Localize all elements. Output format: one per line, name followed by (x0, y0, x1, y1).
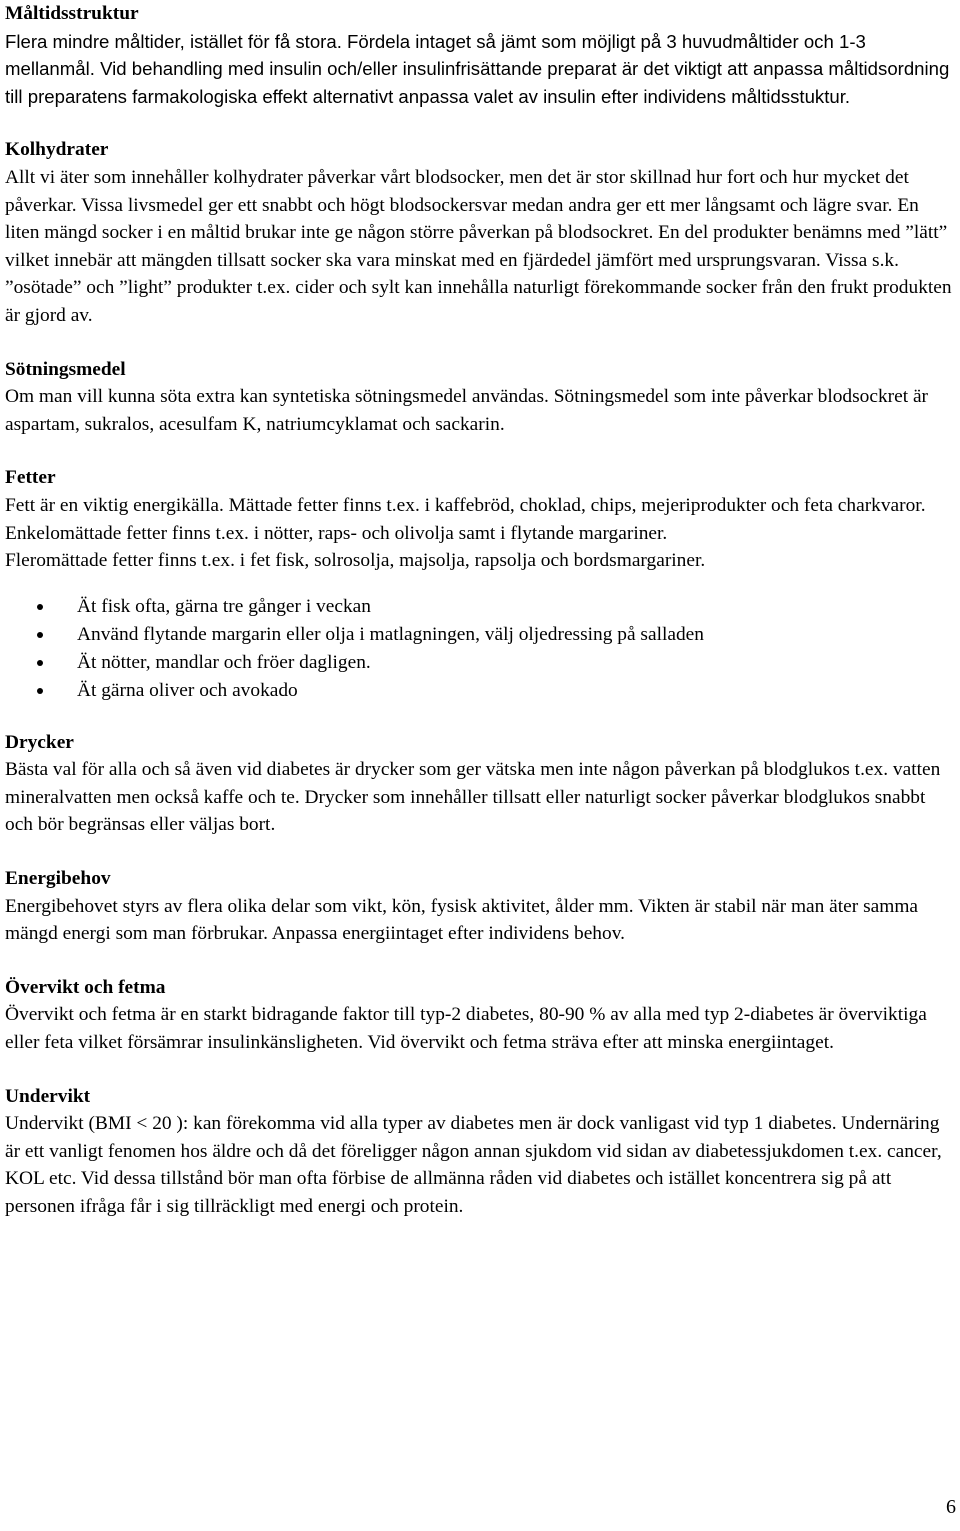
section-paragraph: Energibehovet styrs av flera olika delar som vikt, kön, fysisk aktivitet, ålder mm. Vikten är stabil när man äter samma mängd energi som man förbrukar. Anpassa energiintaget efter individens behov. (5, 895, 919, 945)
section-heading: Sötningsmedel (5, 358, 126, 380)
section-paragraph: Fleromättade fetter finns t.ex. i fet fisk, solrosolja, majsolja, rapsolja och bordsmargariner. (5, 550, 706, 572)
section-undervikt (5, 1083, 953, 1221)
section-maltidsstruktur (5, 0, 953, 110)
section-drycker (5, 729, 953, 839)
bullet-icon (37, 660, 43, 666)
list-item (5, 593, 953, 621)
section-paragraph: Fett är en viktig energikälla. Mättade fetter finns t.ex. i kaffebröd, choklad, chips, mejeriprodukter och feta charkvaror. (5, 494, 926, 516)
section-heading: Fetter (5, 467, 56, 489)
section-overvikt (5, 974, 953, 1057)
bullet-icon (37, 604, 43, 610)
section-paragraph: Enkelomättade fetter finns t.ex. i nötter, raps- och olivolja samt i flytande margariner. (5, 522, 668, 544)
list-item (5, 621, 953, 649)
section-paragraph: Om man vill kunna söta extra kan syntetiska sötningsmedel användas. Sötningsmedel som inte påverkar blodsockret är aspartam, sukralos, acesulfam K, natriumcyklamat och sackarin. (5, 386, 929, 435)
section-energibehov (5, 865, 953, 948)
section-paragraph: Bästa val för alla och så även vid diabetes är drycker som ger vätska men inte någon påverkan på blodglukos t.ex. vatten mineralvatten men också kaffe och te. Drycker som innehåller tillsatt eller naturligt socker påverkar blodglukos snabbt och bör begränsas eller väljas bort. (5, 759, 941, 836)
section-kolhydrater (5, 136, 953, 329)
document-page (5, 0, 953, 1247)
section-heading: Energibehov (5, 868, 111, 890)
bullet-icon (37, 632, 43, 638)
section-paragraph: Flera mindre måltider, istället för få stora. Fördela intaget så jämt som möjligt på 3 huvudmåltider och 1-3 mellanmål. Vid behandling med insulin och/eller insulinfrisättande preparat är det viktigt att anpassa måltidsordning till preparatens farmakologiska effekt alternativt anpassa valet av insulin efter individens måltidsstuktur. (5, 30, 950, 107)
list-item (5, 677, 953, 705)
section-fetter (5, 464, 953, 704)
list-item-text: Ät fisk ofta, gärna tre gånger i veckan (77, 595, 371, 617)
bullet-list (5, 593, 953, 705)
section-heading: Kolhydrater (5, 139, 109, 161)
list-item-text: Använd flytande margarin eller olja i matlagningen, välj oljedressing på salladen (77, 623, 704, 645)
section-heading: Övervikt och fetma (5, 976, 166, 998)
page-number: 6 (946, 1496, 956, 1518)
section-paragraph: Undervikt (BMI < 20 ): kan förekomma vid alla typer av diabetes men är dock vanligast vid typ 1 diabetes. Undernäring är ett vanligt fenomen hos äldre och då det föreligger någon annan sjukdom vid sidan av diabetessjukdomen t.ex. cancer, KOL etc. Vid dessa tillstånd bör man ofta förbise de allmänna råden vid diabetes och istället koncentrera sig på att personen ifråga får i sig tillräckligt med energi och protein. (5, 1113, 942, 1217)
list-item-text: Ät nötter, mandlar och fröer dagligen. (77, 651, 371, 673)
list-item-text: Ät gärna oliver och avokado (77, 679, 298, 701)
list-item (5, 649, 953, 677)
section-paragraph: Övervikt och fetma är en starkt bidragande faktor till typ-2 diabetes, 80-90 % av alla med typ 2-diabetes är överviktiga eller feta vilket försämrar insulinkänsligheten. Vid övervikt och fetma sträva efter att minska energiintaget. (5, 1004, 927, 1054)
bullet-icon (37, 688, 43, 694)
section-heading: Måltidsstruktur (5, 3, 139, 24)
section-paragraph: Allt vi äter som innehåller kolhydrater påverkar vårt blodsocker, men det är stor skillnad hur fort och hur mycket det påverkar. Vissa livsmedel ger ett snabbt och högt blodsockersvar medan andra ger ett mer långsamt och lägre svar. En liten mängd socker i en måltid brukar inte ge någon större påverkan på blodsockret. En del produkter benämns med ”lätt” vilket innebär att mängden tillsatt socker ska vara minskat med en fjärdedel jämfört med ursprungsvaran. Vissa s.k. ”osötade” och ”light” produkter t.ex. cider och sylt kan innehålla naturligt förekommande socker från den frukt produkten är gjord av. (5, 166, 952, 326)
section-heading: Drycker (5, 731, 74, 753)
section-heading: Undervikt (5, 1085, 91, 1107)
section-sotningsmedel (5, 356, 953, 439)
